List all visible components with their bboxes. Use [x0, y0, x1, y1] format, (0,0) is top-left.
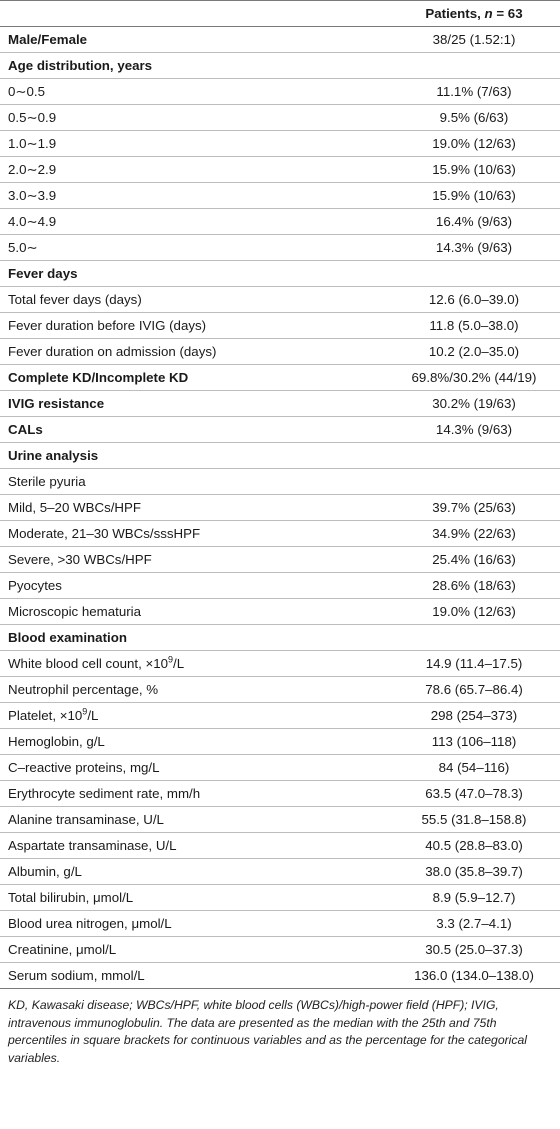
row-label	[0, 417, 388, 443]
row-label	[0, 469, 388, 495]
row-label	[0, 547, 388, 573]
row-label	[0, 235, 388, 261]
table-row	[0, 521, 560, 547]
row-label	[0, 183, 388, 209]
table-header	[0, 1, 560, 27]
row-label-text: Erythrocyte sediment rate, mm/h	[8, 785, 201, 801]
row-label-text: Serum sodium, mmol/L	[8, 967, 145, 983]
row-value	[388, 469, 560, 495]
row-label	[0, 365, 388, 391]
row-value: 25.4% (16/63)	[388, 547, 560, 573]
row-label-text: Mild, 5–20 WBCs/HPF	[8, 499, 142, 515]
row-value: 14.3% (9/63)	[388, 417, 560, 443]
row-label-text: Total bilirubin, μmol/L	[8, 889, 134, 905]
row-label	[0, 807, 388, 833]
row-label-text: 0∼0.5	[8, 83, 46, 99]
row-label	[0, 937, 388, 963]
row-label-text: Complete KD/Incomplete KD	[8, 369, 189, 385]
row-value	[388, 261, 560, 287]
row-value: 14.3% (9/63)	[388, 235, 560, 261]
table-row	[0, 911, 560, 937]
row-value: 19.0% (12/63)	[388, 599, 560, 625]
table-row	[0, 183, 560, 209]
table-row	[0, 105, 560, 131]
row-value: 298 (254–373)	[388, 703, 560, 729]
row-label-text: 0.5∼0.9	[8, 109, 57, 125]
row-label	[0, 963, 388, 989]
table-row	[0, 495, 560, 521]
table-row	[0, 339, 560, 365]
row-value: 40.5 (28.8–83.0)	[388, 833, 560, 859]
table-row	[0, 209, 560, 235]
row-label	[0, 339, 388, 365]
row-value: 30.2% (19/63)	[388, 391, 560, 417]
row-value: 113 (106–118)	[388, 729, 560, 755]
row-label	[0, 651, 388, 677]
row-label	[0, 391, 388, 417]
table-row	[0, 469, 560, 495]
table-row	[0, 599, 560, 625]
row-value	[388, 443, 560, 469]
row-label	[0, 833, 388, 859]
row-label	[0, 105, 388, 131]
row-label	[0, 677, 388, 703]
header-patients-prefix: Patients,	[425, 5, 485, 21]
row-label	[0, 27, 388, 53]
row-value: 11.8 (5.0–38.0)	[388, 313, 560, 339]
table-row	[0, 235, 560, 261]
row-value: 39.7% (25/63)	[388, 495, 560, 521]
row-label-text: CALs	[8, 421, 43, 437]
row-value: 14.9 (11.4–17.5)	[388, 651, 560, 677]
row-label-text: C–reactive proteins, mg/L	[8, 759, 160, 775]
row-value: 136.0 (134.0–138.0)	[388, 963, 560, 989]
row-label	[0, 157, 388, 183]
row-value: 11.1% (7/63)	[388, 79, 560, 105]
row-label	[0, 209, 388, 235]
row-label-text: Aspartate transaminase, U/L	[8, 837, 177, 853]
row-label-text: IVIG resistance	[8, 395, 105, 411]
table-row	[0, 625, 560, 651]
table-row	[0, 287, 560, 313]
row-label-text: Alanine transaminase, U/L	[8, 811, 164, 827]
row-label	[0, 625, 388, 651]
table-row	[0, 157, 560, 183]
row-label-text: 4.0∼4.9	[8, 213, 57, 229]
row-label-text: 5.0∼	[8, 239, 38, 255]
row-label-superscript: 9	[168, 654, 174, 665]
row-value: 8.9 (5.9–12.7)	[388, 885, 560, 911]
row-value: 63.5 (47.0–78.3)	[388, 781, 560, 807]
row-label-text: 1.0∼1.9	[8, 135, 57, 151]
row-label-tail: /L	[173, 655, 185, 671]
row-label-text: Fever days	[8, 265, 78, 281]
row-label	[0, 573, 388, 599]
header-patients-n: n	[484, 5, 493, 21]
header-patients-suffix: = 63	[492, 5, 523, 21]
row-label-text: Pyocytes	[8, 577, 62, 593]
table-row	[0, 261, 560, 287]
row-value: 15.9% (10/63)	[388, 183, 560, 209]
table-row	[0, 573, 560, 599]
table-row	[0, 755, 560, 781]
row-label-text: Fever duration on admission (days)	[8, 343, 217, 359]
row-value: 10.2 (2.0–35.0)	[388, 339, 560, 365]
row-label-text: Age distribution, years	[8, 57, 153, 73]
row-value: 69.8%/30.2% (44/19)	[388, 365, 560, 391]
header-row	[0, 1, 560, 27]
row-label	[0, 313, 388, 339]
row-label-text: White blood cell count, ×10	[8, 655, 169, 671]
row-label	[0, 521, 388, 547]
row-label-text: Male/Female	[8, 31, 88, 47]
table-row	[0, 547, 560, 573]
row-label-text: 3.0∼3.9	[8, 187, 57, 203]
row-label-text: Sterile pyuria	[8, 473, 86, 489]
row-value: 3.3 (2.7–4.1)	[388, 911, 560, 937]
row-label	[0, 495, 388, 521]
row-label	[0, 781, 388, 807]
row-value	[388, 53, 560, 79]
row-label-text: Moderate, 21–30 WBCs/sssHPF	[8, 525, 201, 541]
table-row	[0, 651, 560, 677]
row-label-text: Hemoglobin, g/L	[8, 733, 105, 749]
row-label	[0, 443, 388, 469]
row-label	[0, 53, 388, 79]
row-value	[388, 625, 560, 651]
header-patients	[388, 1, 560, 27]
row-label	[0, 911, 388, 937]
row-value: 38/25 (1.52:1)	[388, 27, 560, 53]
row-value: 55.5 (31.8–158.8)	[388, 807, 560, 833]
row-label-text: Blood urea nitrogen, μmol/L	[8, 915, 172, 931]
row-label-text: Total fever days (days)	[8, 291, 142, 307]
header-empty-cell	[0, 1, 388, 27]
row-value: 12.6 (6.0–39.0)	[388, 287, 560, 313]
row-label	[0, 131, 388, 157]
row-label-text: Platelet, ×10	[8, 707, 83, 723]
row-value: 15.9% (10/63)	[388, 157, 560, 183]
row-label-text: Urine analysis	[8, 447, 99, 463]
table-row	[0, 27, 560, 53]
table-footnote: KD, Kawasaki disease; WBCs/HPF, white blood cells (WBCs)/high-power field (HPF); IVIG, intravenous immunoglobulin. The data are presented as the median with the 25th and 75th percentiles in square brackets for continuous variables and as the percentage for the categorical variables.	[8, 998, 527, 1065]
row-label	[0, 703, 388, 729]
row-value: 28.6% (18/63)	[388, 573, 560, 599]
row-value: 16.4% (9/63)	[388, 209, 560, 235]
row-label-text: Neutrophil percentage, %	[8, 681, 159, 697]
table-body	[0, 27, 560, 989]
row-label	[0, 859, 388, 885]
table-row	[0, 885, 560, 911]
row-value: 84 (54–116)	[388, 755, 560, 781]
row-value: 30.5 (25.0–37.3)	[388, 937, 560, 963]
row-label-text: Albumin, g/L	[8, 863, 82, 879]
row-label-superscript: 9	[82, 706, 88, 717]
table-row	[0, 365, 560, 391]
row-label-tail: /L	[87, 707, 99, 723]
table-row	[0, 807, 560, 833]
row-value: 34.9% (22/63)	[388, 521, 560, 547]
row-value: 19.0% (12/63)	[388, 131, 560, 157]
table-row	[0, 677, 560, 703]
table-row	[0, 859, 560, 885]
table-row	[0, 729, 560, 755]
table-row	[0, 443, 560, 469]
row-value: 38.0 (35.8–39.7)	[388, 859, 560, 885]
row-label	[0, 79, 388, 105]
row-label-text: Microscopic hematuria	[8, 603, 142, 619]
row-value: 9.5% (6/63)	[388, 105, 560, 131]
table-row	[0, 53, 560, 79]
table-row	[0, 417, 560, 443]
row-label	[0, 885, 388, 911]
table-row	[0, 937, 560, 963]
row-label	[0, 729, 388, 755]
row-label	[0, 261, 388, 287]
table-row	[0, 391, 560, 417]
table-row	[0, 703, 560, 729]
table-row	[0, 963, 560, 989]
row-label	[0, 755, 388, 781]
table-row	[0, 313, 560, 339]
row-label	[0, 599, 388, 625]
row-label-text: Creatinine, μmol/L	[8, 941, 117, 957]
row-label-text: 2.0∼2.9	[8, 161, 57, 177]
row-label-text: Severe, >30 WBCs/HPF	[8, 551, 152, 567]
table-row	[0, 131, 560, 157]
row-label-text: Fever duration before IVIG (days)	[8, 317, 207, 333]
table-row	[0, 833, 560, 859]
row-value: 78.6 (65.7–86.4)	[388, 677, 560, 703]
row-label-text: Blood examination	[8, 629, 127, 645]
table-row	[0, 79, 560, 105]
table-row	[0, 781, 560, 807]
row-label	[0, 287, 388, 313]
